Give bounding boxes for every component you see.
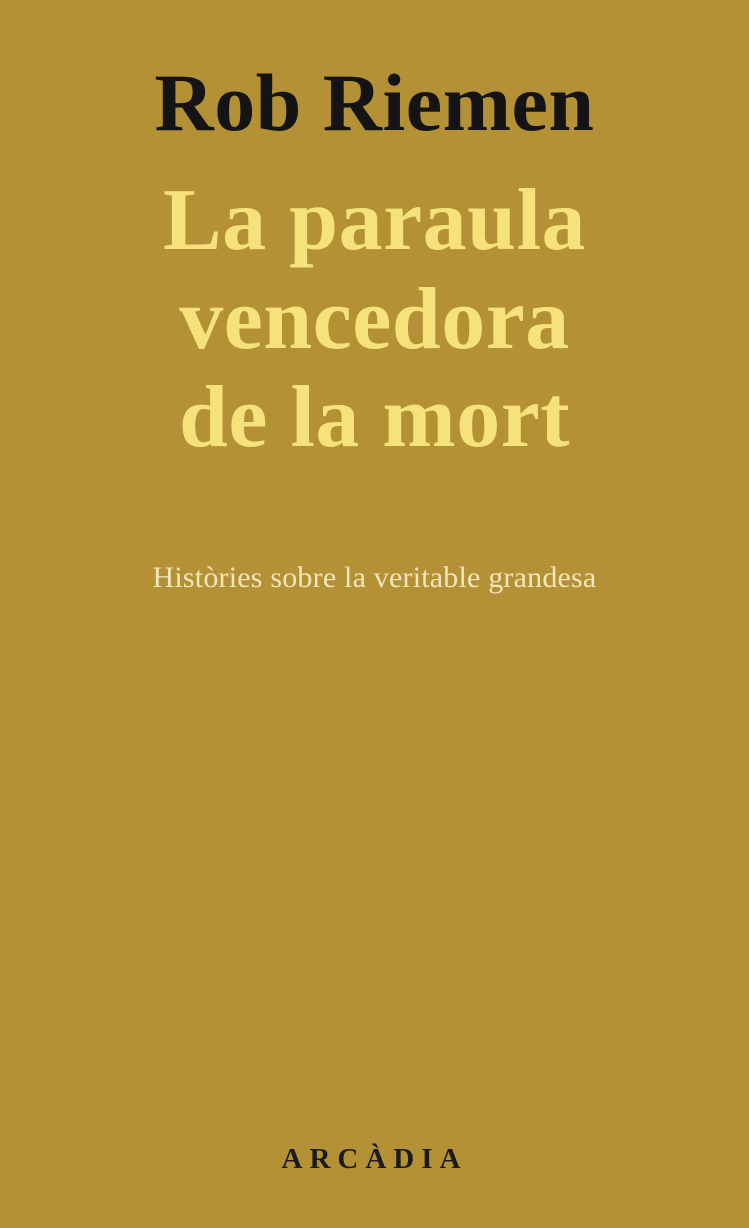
title-line-1: La paraula <box>162 172 587 269</box>
title-line-2: vencedora <box>179 270 570 368</box>
book-subtitle: Històries sobre la veritable grandesa <box>152 561 597 594</box>
book-title <box>0 172 749 468</box>
author-name: Rob Riemen <box>154 57 595 148</box>
publisher-name: ARCÀDIA <box>281 1143 468 1175</box>
title-line-3: de la mort <box>178 369 571 467</box>
